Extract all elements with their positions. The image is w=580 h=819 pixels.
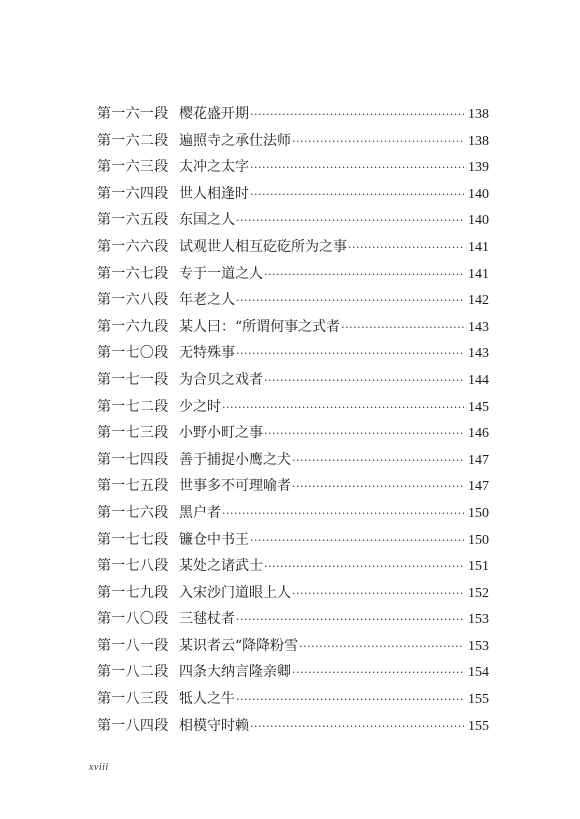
- toc-entry: [97, 659, 489, 686]
- page-number: 153: [468, 638, 489, 654]
- toc-entry: [97, 314, 489, 341]
- section-title: 试观世人相互矻矻所为之事: [179, 238, 347, 255]
- toc-entry: [97, 234, 489, 261]
- page-number: 146: [468, 426, 489, 442]
- page-number: 138: [468, 133, 489, 149]
- dot-leader: [341, 315, 464, 342]
- dot-leader: [292, 581, 464, 608]
- page-number: 153: [468, 612, 489, 628]
- dot-leader: [250, 102, 464, 129]
- page-number: 140: [468, 213, 489, 229]
- section-number: 第一七六段: [97, 504, 169, 521]
- dot-leader: [222, 501, 464, 528]
- dot-leader: [250, 528, 464, 555]
- page-number: 152: [468, 585, 489, 601]
- page-number: 142: [468, 293, 489, 309]
- section-number: 第一六三段: [97, 159, 169, 176]
- toc-entry: [97, 340, 489, 367]
- section-title: 某人曰：“所谓何事之式者: [179, 318, 341, 335]
- dot-leader: [236, 208, 464, 235]
- section-title: 世人相逢时: [179, 185, 249, 202]
- toc-entry: [97, 287, 489, 314]
- section-number: 第一六九段: [97, 318, 169, 335]
- page-number: 145: [468, 399, 489, 415]
- toc-entry: [97, 128, 489, 155]
- section-number: 第一八三段: [97, 691, 169, 708]
- page-number: 151: [468, 559, 489, 575]
- page-number: 155: [468, 692, 489, 708]
- page-number: 138: [468, 107, 489, 122]
- section-title: 镰仓中书王: [179, 531, 249, 548]
- toc-entry: [97, 181, 489, 208]
- section-number: 第一七九段: [97, 584, 169, 601]
- dot-leader: [292, 660, 464, 687]
- dot-leader: [250, 182, 464, 209]
- toc-entry: [97, 527, 489, 554]
- page-number: 139: [468, 160, 489, 176]
- section-title: 遍照寺之承仕法师: [179, 132, 291, 149]
- section-title: 年老之人: [179, 292, 235, 309]
- dot-leader: [292, 448, 464, 475]
- toc-entry: [97, 633, 489, 660]
- section-number: 第一七〇段: [97, 345, 169, 362]
- section-title: 牴人之牛: [179, 691, 235, 708]
- section-title: 樱花盛开期: [179, 106, 249, 122]
- section-title: 某处之诸武士: [179, 558, 263, 575]
- dot-leader: [299, 634, 464, 661]
- section-title: 善于捕捉小鹰之犬: [179, 451, 291, 468]
- dot-leader: [236, 288, 464, 315]
- toc-entry: [97, 207, 489, 234]
- page-number: 147: [468, 452, 489, 468]
- page-number: 141: [468, 266, 489, 282]
- page-number: 150: [468, 505, 489, 521]
- section-title: 专于一道之人: [179, 265, 263, 282]
- section-number: 第一七七段: [97, 531, 169, 548]
- dot-leader: [292, 474, 464, 501]
- toc-entry: [97, 580, 489, 607]
- dot-leader: [222, 395, 464, 422]
- dot-leader: [348, 235, 464, 262]
- section-number: 第一六二段: [97, 132, 169, 149]
- section-title: 小野小町之事: [179, 425, 263, 442]
- toc-entry: [97, 606, 489, 633]
- dot-leader: [264, 368, 464, 395]
- toc-entry: [97, 154, 489, 181]
- dot-leader: [236, 687, 464, 714]
- section-number: 第一六八段: [97, 292, 169, 309]
- dot-leader: [264, 421, 464, 448]
- section-number: 第一八〇段: [97, 611, 169, 628]
- section-number: 第一八一段: [97, 637, 169, 654]
- dot-leader: [250, 155, 464, 182]
- dot-leader: [250, 714, 464, 741]
- section-number: 第一七三段: [97, 425, 169, 442]
- section-title: 太冲之太字: [179, 159, 249, 176]
- page-number: 143: [468, 319, 489, 335]
- dot-leader: [264, 262, 464, 289]
- toc-entry: [97, 473, 489, 500]
- section-title: 无特殊事: [179, 345, 235, 362]
- table-of-contents: [97, 101, 489, 739]
- section-number: 第一六七段: [97, 265, 169, 282]
- section-number: 第一六一段: [97, 106, 169, 122]
- toc-entry: [97, 553, 489, 580]
- section-number: 第一七二段: [97, 398, 169, 415]
- dot-leader: [236, 341, 464, 368]
- page-number: 154: [468, 665, 489, 681]
- section-number: 第一六六段: [97, 238, 169, 255]
- section-title: 为合贝之戏者: [179, 371, 263, 388]
- dot-leader: [236, 607, 464, 634]
- page-number: 140: [468, 186, 489, 202]
- toc-entry: [97, 101, 489, 128]
- section-number: 第一七四段: [97, 451, 169, 468]
- section-title: 四条大纳言隆亲卿: [179, 664, 291, 681]
- section-number: 第一七一段: [97, 371, 169, 388]
- section-title: 入宋沙门道眼上人: [179, 584, 291, 601]
- toc-entry: [97, 420, 489, 447]
- section-number: 第一七五段: [97, 478, 169, 495]
- section-title: 世事多不可理喻者: [179, 478, 291, 495]
- section-title: 东国之人: [179, 212, 235, 229]
- section-number: 第一七八段: [97, 558, 169, 575]
- section-number: 第一六四段: [97, 185, 169, 202]
- toc-entry: [97, 394, 489, 421]
- section-number: 第一八二段: [97, 664, 169, 681]
- page-number: 143: [468, 346, 489, 362]
- section-title: 某识者云“降降粉雪: [179, 637, 299, 654]
- page-number: 147: [468, 479, 489, 495]
- dot-leader: [264, 554, 464, 581]
- toc-entry: [97, 367, 489, 394]
- page-number: 141: [468, 239, 489, 255]
- page-number: 155: [468, 718, 489, 734]
- toc-entry: [97, 686, 489, 713]
- section-title: 相模守时赖: [179, 717, 249, 734]
- section-title: 三毬杖者: [179, 611, 235, 628]
- section-title: 少之时: [179, 398, 221, 415]
- toc-entry: [97, 447, 489, 474]
- toc-entry: [97, 261, 489, 288]
- dot-leader: [292, 129, 464, 156]
- page-folio: xviii: [89, 762, 109, 773]
- toc-entry: [97, 713, 489, 740]
- section-title: 黑户者: [179, 504, 221, 521]
- page-number: 144: [468, 372, 489, 388]
- page-number: 150: [468, 532, 489, 548]
- toc-entry: [97, 500, 489, 527]
- section-number: 第一六五段: [97, 212, 169, 229]
- section-number: 第一八四段: [97, 717, 169, 734]
